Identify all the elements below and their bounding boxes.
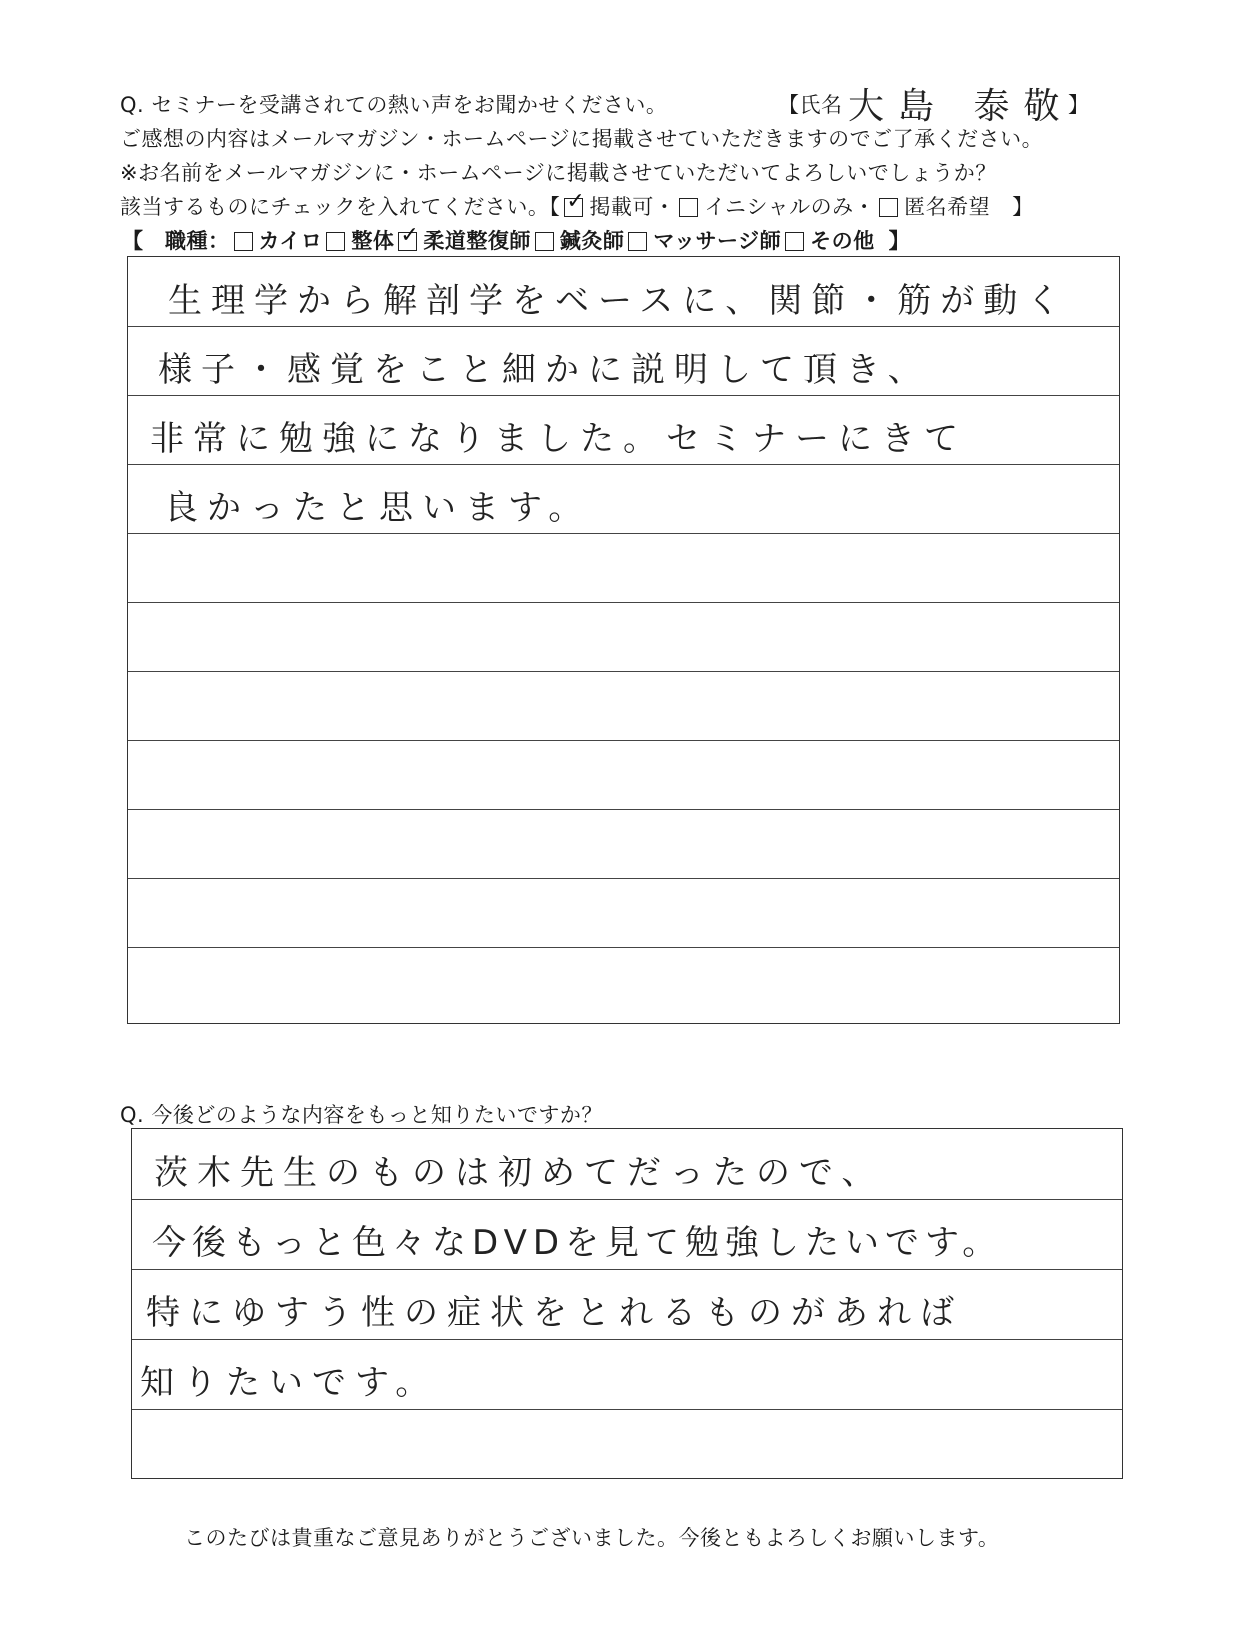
answer-1-line-4: 良かったと思います。	[164, 488, 592, 528]
job-type-row	[122, 226, 910, 256]
publish-ok-label: 掲載可・	[589, 195, 676, 219]
answer-1-line-2: 様子・感覚をこと細かに説明して頂き、	[158, 350, 931, 390]
chiropractic-label: カイロ	[258, 229, 323, 253]
answer-2-line-3: 特にゆすう性の症状をとれるものがあれば	[146, 1293, 963, 1333]
checkbox-acupuncture[interactable]	[535, 232, 554, 251]
rule-line	[128, 878, 1119, 879]
answer-2-line-2: 今後もっと色々なDVDを見て勉強したいです。	[152, 1223, 1003, 1263]
job-close: 】	[888, 229, 911, 253]
other-label: その他	[810, 229, 875, 253]
question-2: Q. 今後どのような内容をもっと知りたいですか？	[120, 1103, 603, 1127]
rule-line	[128, 671, 1119, 672]
checkbox-seitai[interactable]	[326, 232, 345, 251]
seitai-label: 整体	[351, 229, 395, 253]
checkbox-anonymous[interactable]	[879, 198, 898, 217]
name-value: 大島 泰敬	[848, 86, 1074, 127]
rule-line	[128, 326, 1119, 327]
publish-close: 】	[1012, 195, 1034, 219]
footer-thanks: このたびは貴重なご意見ありがとうございました。今後ともよろしくお願いします。	[184, 1526, 1000, 1550]
answer-2-line-1: 茨木先生のものは初めてだったので、	[154, 1153, 885, 1193]
checkbox-chiropractic[interactable]	[234, 232, 253, 251]
answer-2-line-4: 知りたいです。	[140, 1363, 439, 1403]
rule-line	[128, 395, 1119, 396]
rule-line	[128, 809, 1119, 810]
rule-line	[128, 602, 1119, 603]
acupuncture-label: 鍼灸師	[559, 229, 625, 253]
checkbox-massage[interactable]	[628, 232, 647, 251]
rule-line	[128, 740, 1119, 741]
rule-line	[132, 1269, 1122, 1270]
rule-line	[128, 947, 1119, 948]
checkbox-publish-ok[interactable]	[564, 198, 583, 217]
rule-line	[128, 464, 1119, 465]
anonymous-label: 匿名希望	[904, 195, 991, 219]
rule-line	[132, 1199, 1122, 1200]
answer-box-2[interactable]	[131, 1128, 1123, 1479]
massage-label: マッサージ師	[653, 229, 782, 253]
job-open: 【 職種：	[122, 229, 230, 253]
consent-line: ご感想の内容はメールマガジン・ホームページに掲載させていただきますのでご了承ください。	[120, 127, 1044, 151]
name-close: 】	[1068, 93, 1090, 117]
checkbox-judo-therapist[interactable]	[398, 232, 417, 251]
name-publish-question: ※お名前をメールマガジンに・ホームページに掲載させていただいてよろしいでしょうか？	[120, 161, 997, 185]
judo-therapist-label: 柔道整復師	[423, 229, 531, 253]
answer-box-1[interactable]	[127, 256, 1120, 1024]
rule-line	[132, 1339, 1122, 1340]
check-prompt: 該当するものにチェックを入れてください。【	[120, 195, 561, 219]
rule-line	[132, 1409, 1122, 1410]
answer-1-line-1: 生理学から解剖学をベースに、関節・筋が動く	[168, 281, 1070, 321]
rule-line	[128, 533, 1119, 534]
answer-1-line-3: 非常に勉強になりました。セミナーにきて	[150, 419, 967, 459]
publish-options-row	[120, 192, 1034, 222]
initials-only-label: イニシャルのみ・	[704, 195, 876, 219]
checkbox-other[interactable]	[785, 232, 804, 251]
question-1: Q. セミナーを受講されての熱い声をお聞かせください。	[120, 93, 668, 117]
checkbox-initials-only[interactable]	[679, 198, 698, 217]
name-label: 【氏名	[778, 93, 843, 117]
